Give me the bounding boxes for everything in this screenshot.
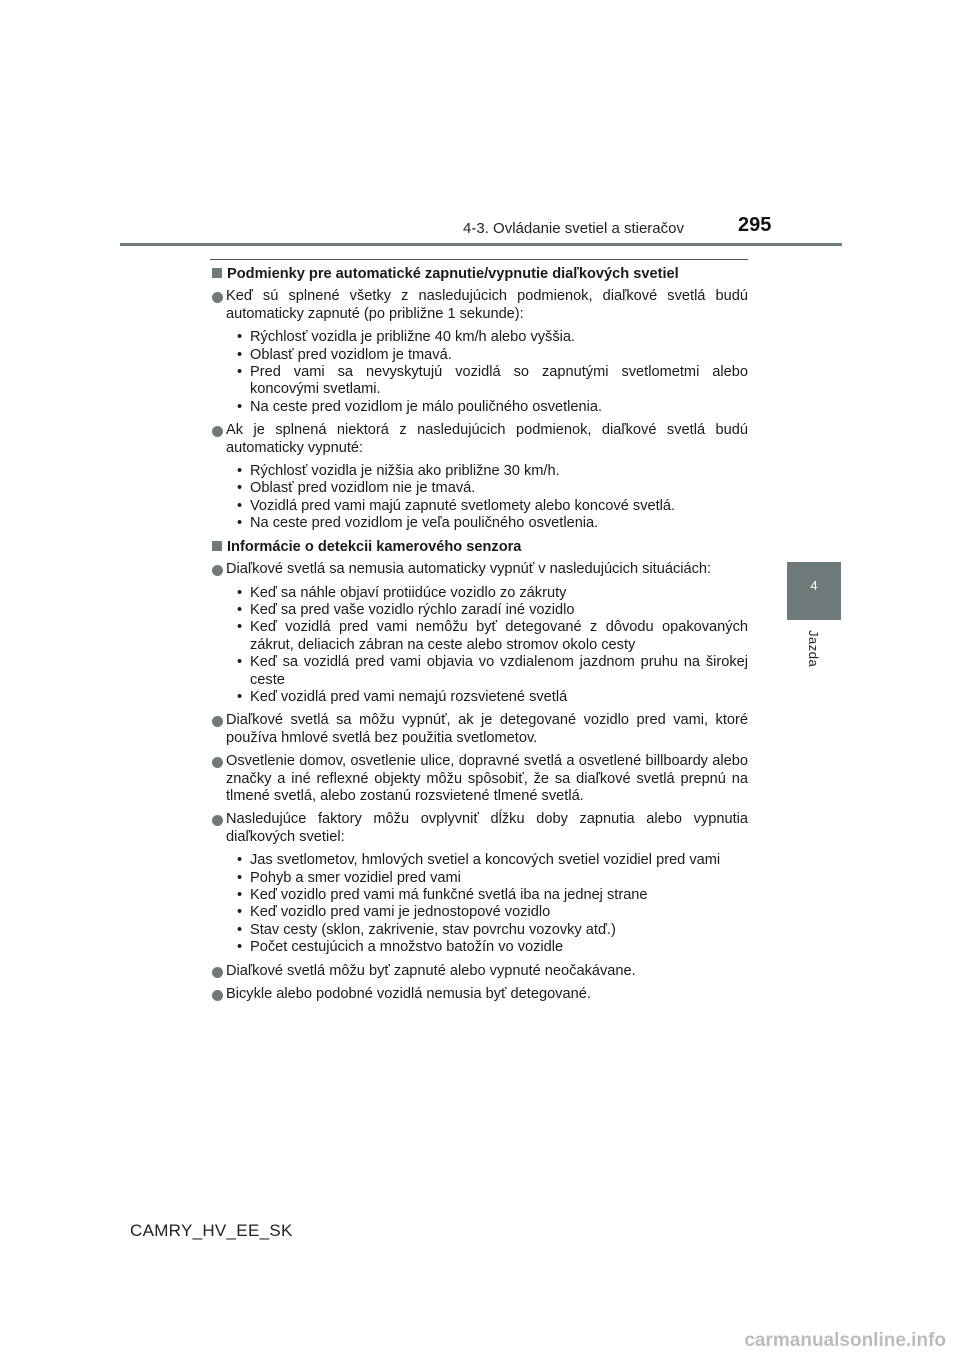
bullet-dot-icon: • [237, 329, 243, 346]
list-item-text: Pred vami sa nevyskytujú vozidlá so zapnutými svetlometmi alebo koncovými svetlami. [250, 364, 748, 398]
paragraph-item [210, 986, 748, 1003]
paragraph-item [210, 811, 748, 846]
paragraph-text: Ak je splnená niektorá z nasledujúcich podmienok, diaľkové svetlá budú automaticky vypnuté: [226, 422, 748, 456]
paragraph-item [210, 288, 748, 323]
list-item-text: Keď vozidlá pred vami nemôžu byť detegované z dôvodu opakovaných zákrut, deliacich zábran na ceste alebo stromov okolo cesty [250, 619, 748, 653]
bullet-dot-icon: • [237, 921, 243, 938]
bullet-list [210, 852, 748, 956]
paragraph-text: Diaľkové svetlá môžu byť zapnuté alebo vypnuté neočakávane. [226, 962, 636, 979]
list-item-text: Pohyb a smer vozidiel pred vami [250, 869, 461, 886]
list-item-text: Rýchlosť vozidla je nižšia ako približne 30 km/h. [250, 463, 560, 480]
section-title: 4-3. Ovládanie svetiel a stieračov [463, 220, 684, 237]
circle-bullet-icon [212, 990, 223, 1001]
circle-bullet-icon [212, 565, 223, 576]
paragraph-text: Bicykle alebo podobné vozidlá nemusia byť detegované. [226, 986, 591, 1003]
chapter-label: Jazda [806, 630, 821, 668]
list-item-text: Počet cestujúcich a množstvo batožín vo vozidle [250, 939, 564, 956]
section-heading [210, 266, 748, 283]
circle-bullet-icon [212, 292, 223, 303]
document-code: CAMRY_HV_EE_SK [130, 1221, 293, 1240]
bullet-dot-icon: • [237, 619, 243, 636]
circle-bullet-icon [212, 757, 223, 768]
bullet-dot-icon: • [237, 497, 243, 514]
bullet-dot-icon: • [237, 688, 243, 705]
list-item [210, 887, 748, 904]
list-item [210, 939, 748, 956]
paragraph-item [210, 422, 748, 457]
list-item [210, 619, 748, 654]
list-item-text: Vozidlá pred vami majú zapnuté svetlomety alebo koncové svetlá. [250, 497, 676, 514]
square-bullet-icon [212, 541, 222, 551]
paragraph-item [210, 561, 748, 578]
list-item-text: Keď vozidlo pred vami je jednostopové vozidlo [250, 904, 551, 921]
list-item [210, 922, 748, 939]
bullet-dot-icon: • [237, 654, 243, 671]
list-item [210, 329, 748, 346]
bullet-dot-icon: • [237, 887, 243, 903]
bullet-dot-icon: • [237, 463, 243, 480]
circle-bullet-icon [212, 716, 223, 727]
list-item [210, 480, 748, 497]
list-item-text: Keď sa pred vaše vozidlo rýchlo zaradí iné vozidlo [250, 601, 575, 618]
bullet-dot-icon: • [237, 869, 243, 886]
list-item [210, 515, 748, 532]
bullet-dot-icon: • [237, 346, 243, 363]
bullet-dot-icon: • [237, 904, 243, 921]
circle-bullet-icon [212, 426, 223, 437]
list-item [210, 463, 748, 480]
list-item-text: Rýchlosť vozidla je približne 40 km/h alebo vyššia. [250, 329, 576, 346]
watermark: carmanualsonline.info [744, 1330, 946, 1351]
paragraph-text: Nasledujúce faktory môžu ovplyvniť dĺžku doby zapnutia alebo vypnutia diaľkových svetiel: [226, 811, 748, 845]
bullet-dot-icon: • [237, 852, 243, 869]
circle-bullet-icon [212, 815, 223, 826]
list-item [210, 654, 748, 689]
bullet-dot-icon: • [237, 515, 243, 532]
bullet-list [210, 585, 748, 707]
bullet-list [210, 463, 748, 533]
bullet-dot-icon: • [237, 939, 243, 956]
content-rule [210, 259, 748, 260]
bullet-dot-icon: • [237, 480, 243, 497]
main-content [210, 266, 748, 1009]
bullet-dot-icon: • [237, 601, 243, 618]
section-heading-text: Podmienky pre automatické zapnutie/vypnutie diaľkových svetiel [227, 266, 679, 282]
paragraph-item [210, 712, 748, 747]
bullet-dot-icon: • [237, 364, 243, 381]
bullet-dot-icon: • [237, 584, 243, 601]
chapter-tab [787, 562, 841, 620]
list-item-text: Stav cesty (sklon, zakrivenie, stav povrchu vozovky atď.) [250, 921, 616, 938]
list-item-text: Jas svetlometov, hmlových svetiel a koncových svetiel vozidiel pred vami [250, 852, 721, 869]
list-item-text: Oblasť pred vozidlom nie je tmavá. [250, 480, 476, 497]
list-item-text: Na ceste pred vozidlom je málo pouličného osvetlenia. [250, 398, 603, 415]
paragraph-text: Diaľkové svetlá sa nemusia automaticky vypnúť v nasledujúcich situáciách: [226, 561, 712, 578]
paragraph-text: Osvetlenie domov, osvetlenie ulice, dopravné svetlá a osvetlené billboardy alebo značky a iné reflexné objekty môžu spôsobiť, že sa diaľkové svetlá prepnú na tlmené svetlá, alebo zostanú rozsvietené tlmené svetlá. [226, 753, 748, 804]
list-item [210, 689, 748, 706]
list-item [210, 602, 748, 619]
list-item [210, 585, 748, 602]
paragraph-text: Diaľkové svetlá sa môžu vypnúť, ak je detegované vozidlo pred vami, ktoré používa hmlové svetlá bez použitia svetlometov. [226, 712, 748, 746]
list-item-text: Keď vozidlo pred vami má funkčné svetlá iba na jednej strane [250, 887, 648, 903]
chapter-number: 4 [810, 578, 818, 593]
list-item-text: Na ceste pred vozidlom je veľa pouličného osvetlenia. [250, 515, 599, 532]
list-item [210, 904, 748, 921]
page-header [0, 0, 960, 250]
list-item-text: Oblasť pred vozidlom je tmavá. [250, 346, 452, 363]
page-number: 295 [738, 214, 772, 236]
list-item [210, 498, 748, 515]
list-item [210, 399, 748, 416]
section-heading-text: Informácie o detekcii kamerového senzora [227, 538, 522, 555]
list-item [210, 852, 748, 869]
list-item [210, 364, 748, 399]
square-bullet-icon [212, 268, 222, 278]
list-item-text: Keď sa vozidlá pred vami objavia vo vzdialenom jazdnom pruhu na širokej ceste [250, 654, 748, 688]
header-rule [120, 243, 842, 246]
list-item-text: Keď vozidlá pred vami nemajú rozsvietené svetlá [250, 688, 568, 705]
bullet-dot-icon: • [237, 398, 243, 415]
bullet-list [210, 329, 748, 416]
paragraph-text: Keď sú splnené všetky z nasledujúcich podmienok, diaľkové svetlá budú automaticky zapnuté (po približne 1 sekunde): [226, 288, 748, 322]
list-item-text: Keď sa náhle objaví protiidúce vozidlo zo zákruty [250, 584, 567, 601]
paragraph-item [210, 753, 748, 805]
section-heading [210, 539, 748, 556]
paragraph-item [210, 963, 748, 980]
circle-bullet-icon [212, 967, 223, 978]
list-item [210, 870, 748, 887]
list-item [210, 347, 748, 364]
